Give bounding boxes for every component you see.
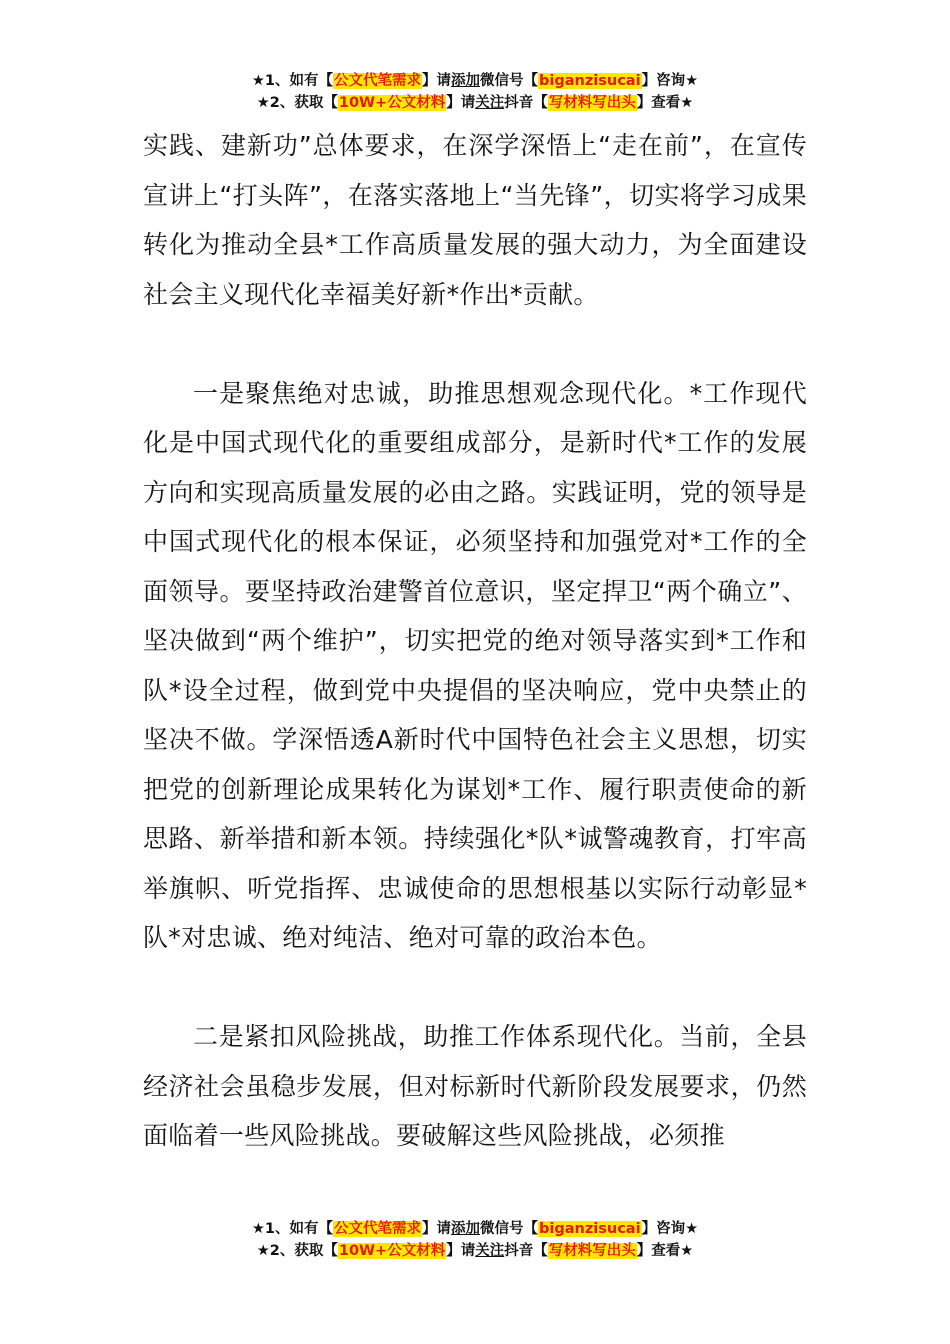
banner-douyin-account: 写材料写出头	[548, 95, 636, 111]
header-banner	[0, 70, 950, 114]
document-body	[143, 121, 807, 1161]
banner-wechat-id: biganzisucai	[539, 1221, 641, 1237]
banner-line-2: ★2、获取【10W+公文材料】请关注抖音【写材料写出头】查看★	[256, 1243, 694, 1259]
banner-line-2: ★2、获取【10W+公文材料】请关注抖音【写材料写出头】查看★	[256, 95, 694, 111]
banner-highlight: 公文代笔需求	[334, 1221, 422, 1237]
paragraph-gap	[143, 319, 807, 369]
paragraph: 二是紧扣风险挑战，助推工作体系现代化。当前，全县经济社会虽稳步发展，但对标新时代新阶段发展要求，仍然面临着一些风险挑战。要破解这些风险挑战，必须推	[143, 1022, 807, 1150]
paragraph: 一是聚焦绝对忠诚，助推思想观念现代化。*工作现代化是中国式现代化的重要组成部分，是新时代*工作的发展方向和实现高质量发展的必由之路。实践证明，党的领导是中国式现代化的根本保证，必须坚持和加强党对*工作的全面领导。要坚持政治建警首位意识，坚定捍卫“两个确立”、坚决做到“两个维护”，切实把党的绝对领导落实到*工作和队*设全过程，做到党中央提倡的坚决响应，党中央禁止的坚决不做。学深悟透A新时代中国特色社会主义思想，切实把党的创新理论成果转化为谋划*工作、履行职责使命的新思路、新举措和新本领。持续强化*队*诚警魂教育，打牢高举旗帜、听党指挥、忠诚使命的思想根基以实际行动彰显*队*对忠诚、绝对纯洁、绝对可靠的政治本色。	[143, 378, 807, 952]
banner-highlight: 公文代笔需求	[334, 73, 422, 89]
footer-banner	[0, 1218, 950, 1262]
banner-line-1: ★1、如有【公文代笔需求】请添加微信号【biganzisucai】咨询★	[251, 1221, 699, 1237]
paragraph: 实践、建新功”总体要求，在深学深悟上“走在前”，在宣传宣讲上“打头阵”，在落实落地上“当先锋”，切实将学习成果转化为推动全县*工作高质量发展的强大动力，为全面建设社会主义现代化幸福美好新*作出*贡献。	[143, 131, 807, 309]
banner-line-1: ★1、如有【公文代笔需求】请添加微信号【biganzisucai】咨询★	[251, 73, 699, 89]
paragraph-gap	[143, 963, 807, 1013]
banner-highlight: 10W+公文材料	[338, 1243, 446, 1259]
banner-highlight: 10W+公文材料	[338, 95, 446, 111]
banner-douyin-account: 写材料写出头	[548, 1243, 636, 1259]
banner-wechat-id: biganzisucai	[539, 73, 641, 89]
